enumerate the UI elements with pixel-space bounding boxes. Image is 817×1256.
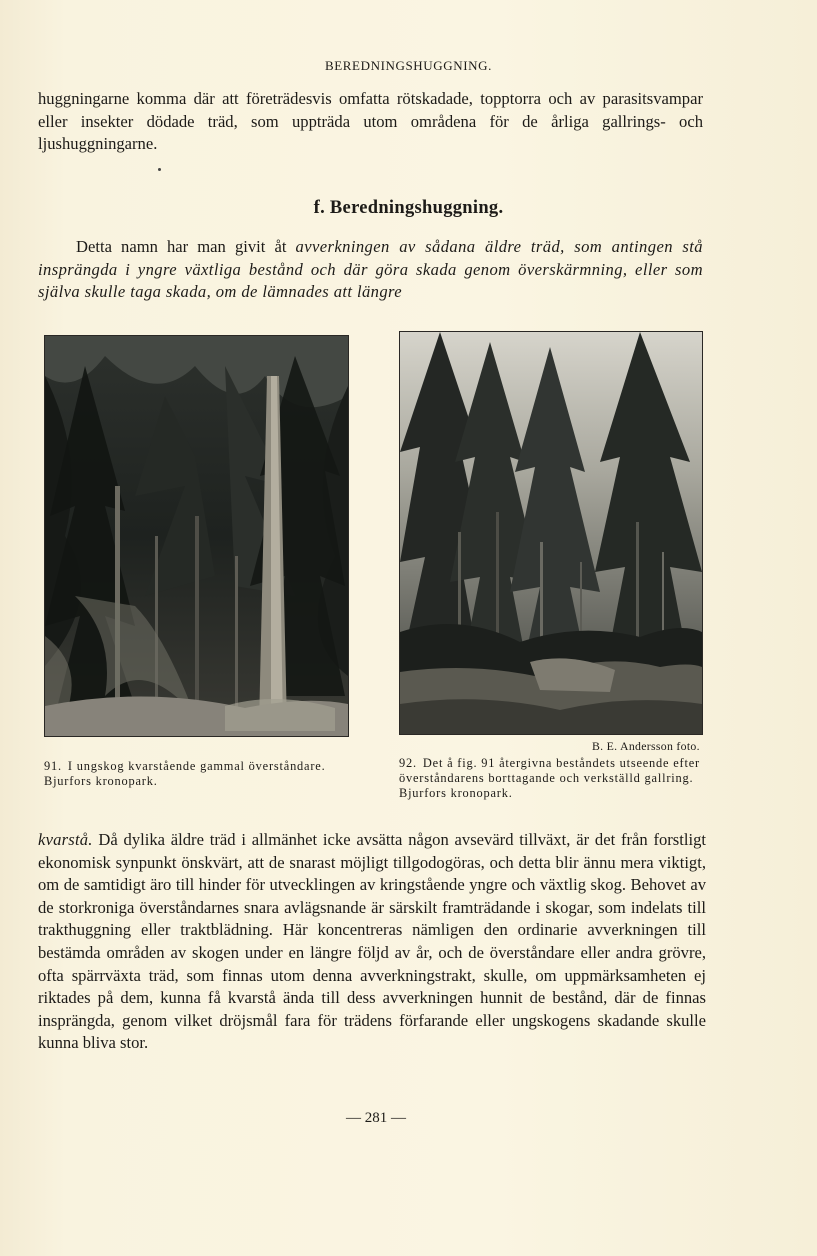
paragraph-2-lead: Detta namn har man givit åt (76, 237, 296, 256)
page-number: — 281 — (346, 1110, 406, 1126)
figure-91-caption (44, 759, 344, 789)
figure-92-caption-text: Det å fig. 91 återgivna beståndets utseende efter överståndarens borttagande och verkställd gallring. Bjurfors kronopark. (399, 756, 700, 801)
paragraph-2 (38, 236, 703, 304)
paragraph-2-italic: avverkningen av sådana äldre träd, som antingen stå insprängda i yngre växtliga bestånd och där göra skada genom överskärmning, eller som själva skulle taga skada, om de lämnades att längre (38, 237, 703, 302)
photo-credit: B. E. Andersson foto. (592, 739, 700, 753)
figure-91-number: 91. (44, 759, 62, 773)
figure-92-photo (399, 331, 703, 735)
paragraph-3-italic: kvarstå. (38, 830, 93, 849)
figure-91-caption-text: I ungskog kvarstående gammal överståndare. Bjurfors kronopark. (44, 759, 326, 789)
figure-92-caption (399, 756, 709, 802)
figure-91-photo (44, 335, 349, 737)
paragraph-3-text: Då dylika äldre träd i allmänhet icke avsätta någon avsevärd tillväxt, är det från forstligt ekonomisk synpunkt önskvärt, att de snarast möjligt tillgodogöras, och detta blir ännu mera viktigt, om de samtidigt äro till hinder för utvecklingen av kringstående yngre och växtlig skog. Behovet av de storkroniga överståndarnes snara avlägsnande är särskilt framträdande i skogar, som indelats till trakthuggning eller traktblädning. Här koncentreras nämligen den ordinarie avverkningen till bestämda områden av skogen under en längre följd av år, och de överståndare eller andra grövre, ofta spärrväxta träd, som finnas utom denna avverkningstrakt, skulle, om uppmärksamheten ej riktades på dem, kunna få kvarstå ända till dess avverkningen hunnit de bestånd, där de finnas insprängda, genom vilket dröjsmål fara för trädens förfarande eller ungskogens skadande skulle kunna bliva stor. (38, 830, 706, 1053)
figure-92-number: 92. (399, 756, 417, 770)
paragraph-1: huggningarne komma där att företrädesvis omfatta rötskadade, topptorra och av parasitsvampar eller insekter dödade träd, som uppträda utom områdena för de årliga gallrings- och ljushuggningarne. (38, 89, 703, 154)
section-title: f. Beredningshuggning. (313, 198, 504, 218)
paragraph-3 (38, 829, 706, 1055)
stray-dot (158, 168, 161, 171)
running-head: BEREDNINGSHUGGNING. (324, 58, 493, 73)
